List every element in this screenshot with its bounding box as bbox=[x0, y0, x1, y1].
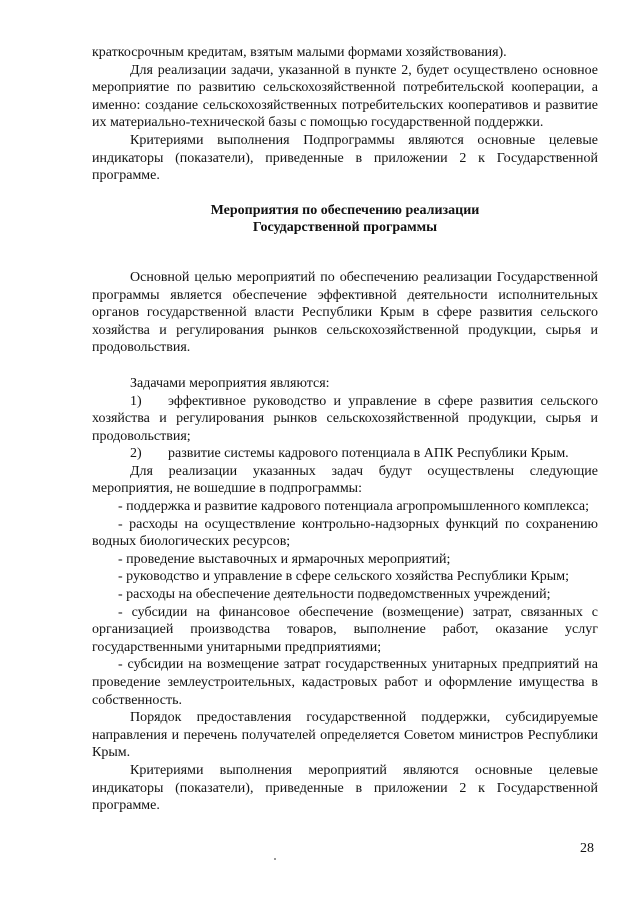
task-item-2 bbox=[92, 445, 598, 463]
section-heading-line-1: Мероприятия по обеспечению реализации bbox=[210, 202, 480, 218]
measure-item-6: - субсидии на финансовое обеспечение (возмещение) затрат, связанных с организацией производства товаров, выполнение работ, оказание услуг государственными унитарными предприятиями; bbox=[92, 604, 598, 655]
scan-speck bbox=[274, 858, 276, 860]
page-number: 28 bbox=[580, 841, 594, 856]
measure-item-2: - расходы на осуществление контрольно-надзорных функций по сохранению водных биологических ресурсов; bbox=[92, 516, 598, 550]
paragraph-support-procedure: Порядок предоставления государственной поддержки, субсидируемые направления и перечень получателей определяется Советом министров Республики Крым. bbox=[92, 710, 598, 761]
paragraph-subprogram-criteria: Критериями выполнения Подпрограммы являются основные целевые индикаторы (показатели), приведенные в приложении 2 к Государственной программе. bbox=[92, 132, 598, 184]
task-item-1 bbox=[92, 393, 598, 446]
paragraph-goal: Основной целью мероприятий по обеспечению реализации Государственной программы является обеспечение эффективной деятельности исполнительных органов государственной власти Республики Крым в сфере развития сельского хозяйства и регулирования рынков сельскохозяйственной продукции, сырья и продовольствия. bbox=[92, 269, 598, 356]
tasks-intro: Задачами мероприятия являются: bbox=[130, 375, 330, 391]
paragraph-measures-criteria: Критериями выполнения мероприятий являются основные целевые индикаторы (показатели), приведенные в приложении 2 к Государственной программе. bbox=[92, 762, 598, 814]
document-body bbox=[92, 44, 598, 815]
measure-item-4: - руководство и управление в сфере сельского хозяйства Республики Крым; bbox=[118, 569, 569, 585]
measures-intro: Для реализации указанных задач будут осуществлены следующие мероприятия, не вошедшие в подпрограммы: bbox=[92, 463, 598, 497]
measure-item-3: - проведение выставочных и ярмарочных мероприятий; bbox=[118, 551, 451, 567]
task-number-1: 1) bbox=[130, 393, 142, 409]
paragraph-continuation: краткосрочным кредитам, взятым малыми формами хозяйствования). bbox=[92, 45, 507, 60]
measure-item-1: - поддержка и развитие кадрового потенциала агропромышленного комплекса; bbox=[118, 499, 589, 515]
task-number-2: 2) bbox=[130, 446, 142, 462]
measure-item-7: - субсидии на возмещение затрат государственных унитарных предприятий на проведение землеустроительных, кадастровых работ и оформление имущества в собственность. bbox=[92, 657, 598, 708]
paragraph-task-2: Для реализации задачи, указанной в пункте 2, будет осуществлено основное мероприятие по развитию сельскохозяйственной потребительской кооперации, а именно: создание сельскохозяйственных потребительских кооперативов и развитие их материально-технической базы с помощью государственной поддержки. bbox=[92, 62, 598, 131]
task-text-2: развитие системы кадрового потенциала в АПК Республики Крым. bbox=[168, 446, 569, 462]
section-heading-line-2: Государственной программы bbox=[252, 220, 438, 236]
measure-item-5: - расходы на обеспечение деятельности подведомственных учреждений; bbox=[118, 587, 551, 603]
task-text-1: эффективное руководство и управление в сфере развития сельского хозяйства и регулирования рынков сельскохозяйственной продукции, сырья и продовольствия; bbox=[92, 393, 598, 444]
